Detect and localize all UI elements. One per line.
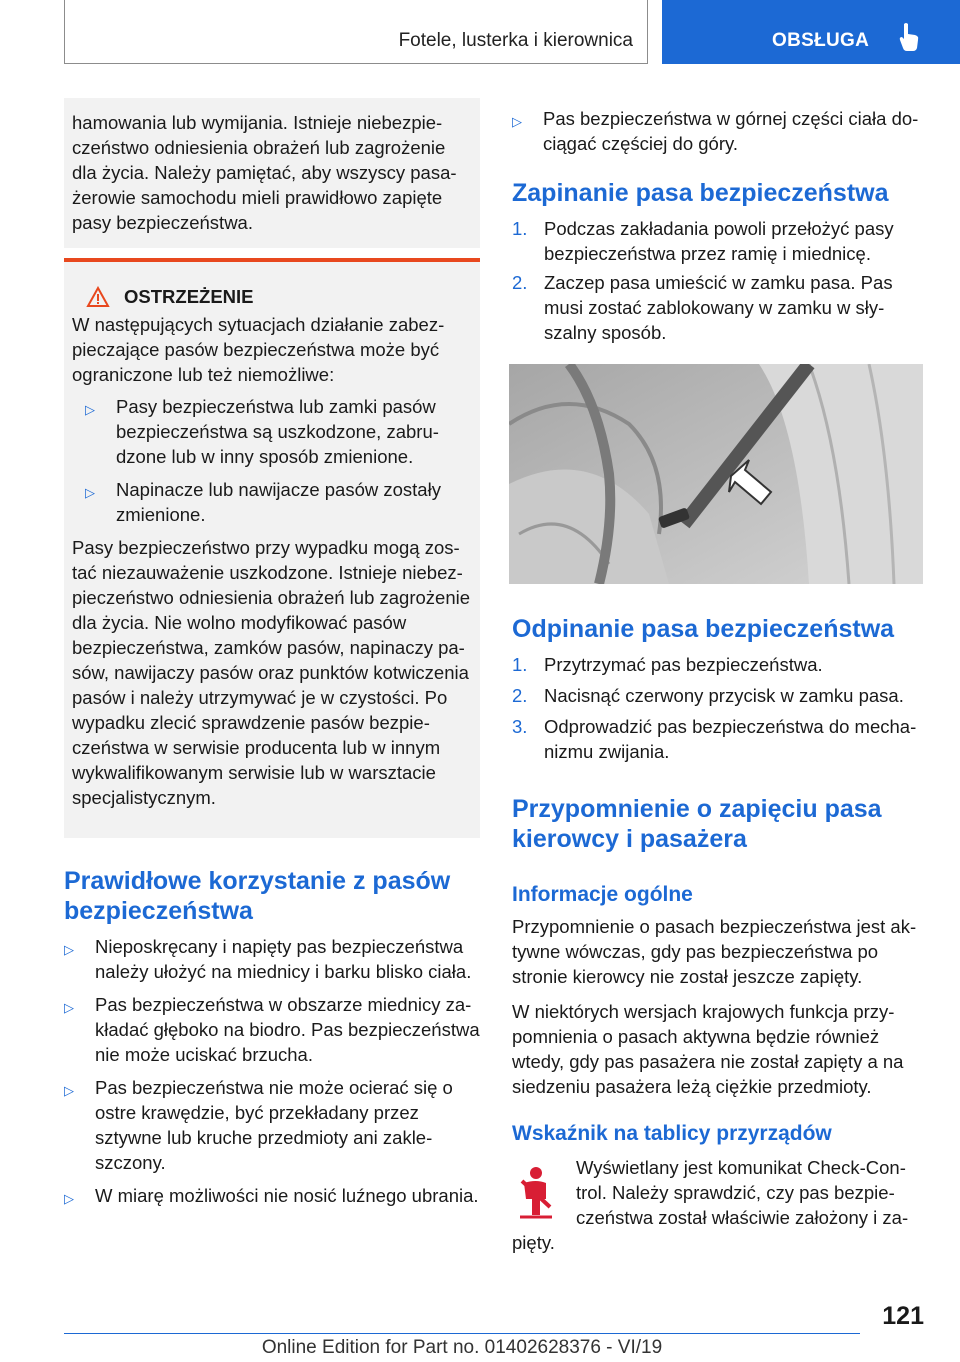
chapter-tab[interactable]	[662, 0, 960, 64]
seatbelt-buckle-image	[509, 364, 923, 584]
list-item: ▷ Napinacze lub nawijacze pasów zostały zmienione.	[85, 479, 441, 525]
step-item: 3. Odprowadzić pas bezpieczeństwa do mechanizmu zwijania.	[512, 716, 917, 762]
triangle-bullet-icon: ▷	[64, 1000, 74, 1015]
footer-divider	[64, 1333, 860, 1334]
warning-heading	[86, 286, 470, 308]
intro-text: hamowania lub wymijania. Istnieje niebezpieczeństwo odniesienia obrażeń lub zagrożenie dla życia. Należy pamiętać, aby wszyscy pasażerowie samochodu mieli prawidłowo zapięte pasy bezpieczeństwa.	[72, 112, 457, 233]
right-column-top	[512, 106, 926, 345]
indicator-block	[512, 1155, 926, 1255]
triangle-bullet-icon: ▷	[85, 402, 95, 417]
subsection-title-indicator: Wskaźnik na tablicy przyrządów	[512, 1122, 832, 1145]
pointing-hand-icon	[898, 22, 920, 52]
indicator-text: Wyświetlany jest komunikat Check-Control. Należy sprawdzić, czy pas bezpieczeństwa został właściwie założony i zapięty.	[512, 1157, 909, 1253]
intro-box	[64, 98, 480, 248]
section-title: Fotele, lusterka i kierownica	[398, 30, 633, 51]
section-correct-use	[64, 866, 480, 1219]
section-title-correct-use: Prawidłowe korzystanie z pasów bezpieczeństwa	[64, 867, 451, 925]
triangle-bullet-icon: ▷	[64, 1083, 74, 1098]
warning-intro: W następujących sytuacjach działanie zabezpieczające pasów bezpieczeństwa może być ograniczone lub też niemożliwe:	[72, 314, 445, 385]
list-item: ▷ Pasy bezpieczeństwa lub zamki pasów bezpieczeństwa są uszkodzone, zabrudzone lub w inny sposób zmienione.	[85, 396, 439, 467]
section-title-reminder: Przypomnienie o zapięciu pasa kierowcy i pasażera	[512, 795, 882, 853]
chapter-tab-label: OBSŁUGA	[772, 30, 870, 51]
seatbelt-warning-icon	[514, 1165, 558, 1219]
triangle-bullet-icon: ▷	[64, 1191, 74, 1206]
section-title-fasten: Zapinanie pasa bezpieczeństwa	[512, 179, 889, 207]
reminder-paragraph-2: W niektórych wersjach krajowych funkcja przypomnienia o pasach aktywna będzie również wtedy, gdy pas pasażera nie został zapięty a na siedzeniu pasażera leżą ciężkie przedmioty.	[512, 1001, 904, 1097]
step-item: 2. Nacisnąć czerwony przycisk w zamku pasa.	[512, 685, 904, 706]
list-item: ▷ Pas bezpieczeństwa nie może ocierać się o ostre krawędzie, być przekładany przez sztywne lub kruche przedmioty ani zakleszczony.	[64, 1077, 453, 1173]
warning-title: OSTRZEŻENIE	[124, 286, 254, 307]
triangle-bullet-icon: ▷	[512, 114, 522, 129]
list-item: ▷ Pas bezpieczeństwa w górnej części ciała dociągać częściej do góry.	[512, 108, 919, 154]
list-item: ▷ Pas bezpieczeństwa w obszarze miednicy zakładać głęboko na biodro. Pas bezpieczeństwa nie może uciskać brzucha.	[64, 994, 480, 1065]
warning-triangle-icon	[86, 286, 110, 308]
step-item: 2. Zaczep pasa umieścić w zamku pasa. Pas musi zostać zablokowany w zamku w słyszalny sposób.	[512, 272, 893, 343]
step-item: 1. Przytrzymać pas bezpieczeństwa.	[512, 654, 823, 675]
triangle-bullet-icon: ▷	[85, 485, 95, 500]
triangle-bullet-icon: ▷	[64, 942, 74, 957]
section-unfasten	[512, 614, 926, 1255]
warning-body: Pasy bezpieczeństwo przy wypadku mogą zostać niezauważenie uszkodzone. Istnieje niebezpieczeństwo odniesienia obrażeń lub zagrożenie dla życia. Nie wolno modyfikować pasów bezpieczeństwa, zamków pasów, napinaczy pasów, nawijaczy pasów oraz punktów kotwiczenia pasów i należy utrzymywać je w czystości. Po wypadku zlecić sprawdzenie pasów bezpieczeństwa w serwisie producenta lub w innym wykwalifikowanym serwisie lub w warsztacie specjalistycznym.	[72, 537, 471, 808]
footer-edition: Online Edition for Part no. 01402628376 - VI/19	[261, 1337, 663, 1358]
page-number: 121	[882, 1302, 924, 1330]
section-title-unfasten: Odpinanie pasa bezpieczeństwa	[512, 615, 895, 643]
step-item: 1. Podczas zakładania powoli przełożyć pasy bezpieczeństwa przez ramię i miednicę.	[512, 218, 894, 264]
header-section-box	[64, 0, 648, 64]
reminder-paragraph-1: Przypomnienie o pasach bezpieczeństwa jest aktywne wówczas, gdy pas bezpieczeństwa po stronie kierowcy nie został jeszcze zapięty.	[512, 916, 917, 987]
subsection-title-general: Informacje ogólne	[512, 883, 693, 906]
list-item: ▷ Nieposkręcany i napięty pas bezpieczeństwa należy ułożyć na miednicy i barku blisko ciała.	[64, 936, 472, 982]
warning-bar	[64, 258, 480, 262]
warning-box	[64, 258, 480, 838]
list-item: ▷ W miarę możliwości nie nosić luźnego ubrania.	[64, 1183, 480, 1211]
seatbelt-illustration	[509, 364, 923, 584]
